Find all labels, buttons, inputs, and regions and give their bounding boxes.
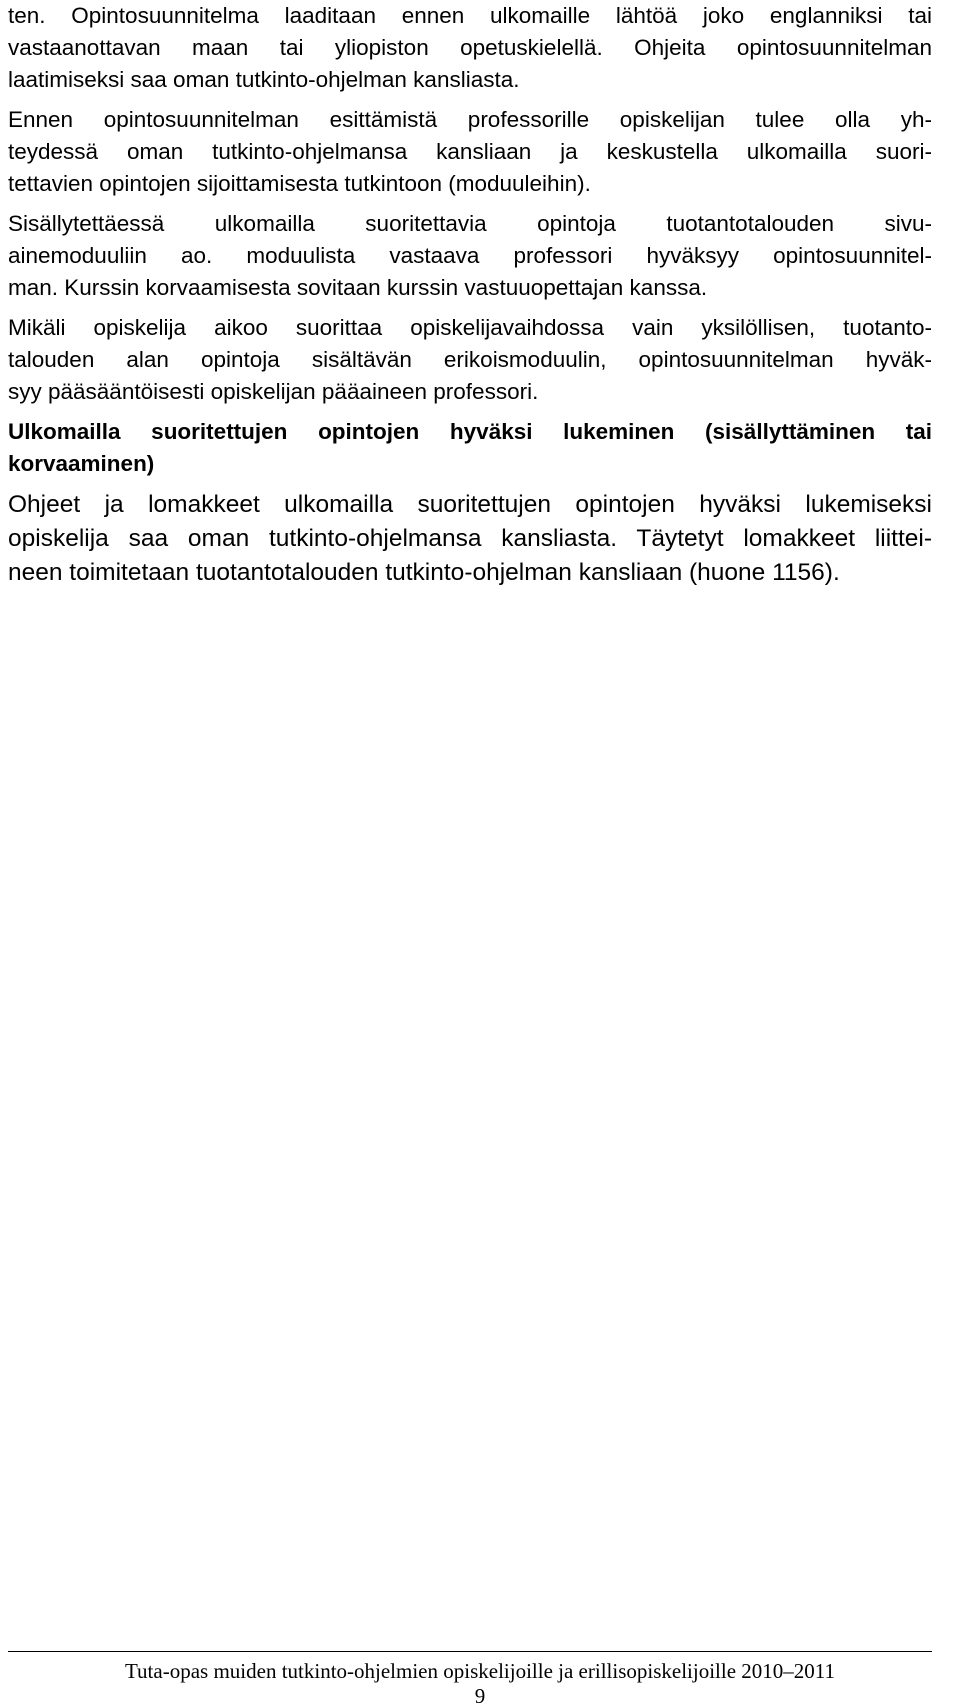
footer-divider — [8, 1651, 932, 1652]
section-heading — [8, 416, 932, 480]
text-line: Mikäli opiskelija aikoo suorittaa opiskelijavaihdossa vain yksilöllisen, tuotanto- — [8, 315, 932, 340]
paragraph-before-professor — [8, 104, 932, 200]
text-line: Ennen opintosuunnitelman esittämistä professorille opiskelijan tulee olla yh- — [8, 107, 932, 132]
paragraph-minor-module — [8, 208, 932, 304]
paragraph-special-module — [8, 312, 932, 408]
text-line: vastaanottavan maan tai yliopiston opetuskielellä. Ohjeita opintosuunnitelman — [8, 35, 932, 60]
text-line: laatimiseksi saa oman tutkinto-ohjelman kansliasta. — [8, 67, 520, 92]
text-line: tettavien opintojen sijoittamisesta tutkintoon (moduuleihin). — [8, 171, 591, 196]
footer-title: Tuta-opas muiden tutkinto-ohjelmien opiskelijoille ja erillisopiskelijoille 2010–2011 — [124, 1659, 836, 1683]
text-line: ainemoduuliin ao. moduulista vastaava professori hyväksyy opintosuunnitel- — [8, 243, 932, 268]
text-line: opiskelija saa oman tutkinto-ohjelmansa kansliasta. Täytetyt lomakkeet liittei- — [8, 525, 932, 552]
text-line: teydessä oman tutkinto-ohjelmansa kansliaan ja keskustella ulkomailla suori- — [8, 139, 932, 164]
text-line: talouden alan opintoja sisältävän erikoismoduulin, opintosuunnitelman hyväk- — [8, 347, 932, 372]
text-line: syy pääsääntöisesti opiskelijan pääaineen professori. — [8, 379, 539, 404]
text-line: ten. Opintosuunnitelma laaditaan ennen ulkomaille lähtöä joko englanniksi tai — [8, 3, 932, 28]
text-line: neen toimitetaan tuotantotalouden tutkinto-ohjelman kansliaan (huone 1156). — [8, 559, 840, 586]
heading-line: Ulkomailla suoritettujen opintojen hyväksi lukeminen (sisällyttäminen tai — [8, 419, 932, 444]
text-line: man. Kurssin korvaamisesta sovitaan kurssin vastuuopettajan kanssa. — [8, 275, 708, 300]
page-number: 9 — [474, 1684, 486, 1708]
text-line: Sisällytettäessä ulkomailla suoritettavia opintoja tuotantotalouden sivu- — [8, 211, 932, 236]
heading-line: korvaaminen) — [8, 451, 155, 476]
text-line: Ohjeet ja lomakkeet ulkomailla suoritettujen opintojen hyväksi lukemiseksi — [8, 491, 932, 518]
paragraph-forms — [8, 488, 932, 590]
document-page — [8, 0, 932, 590]
paragraph-study-plan — [8, 0, 932, 96]
